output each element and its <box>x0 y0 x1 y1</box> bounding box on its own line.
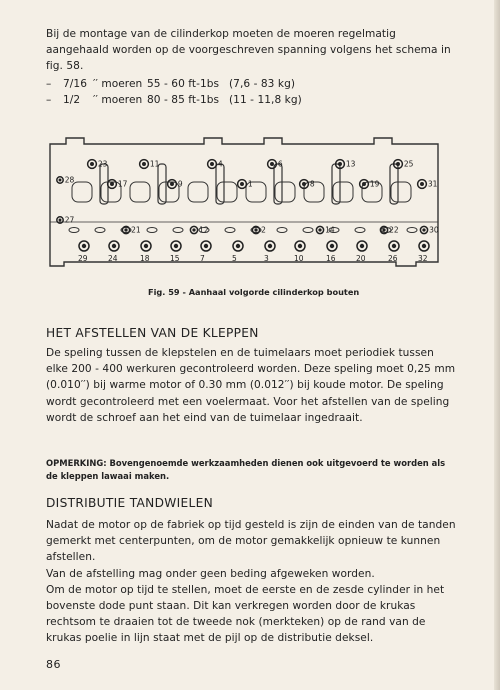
bolt-centre <box>422 244 426 248</box>
bolt-centre <box>192 228 195 231</box>
bolt-centre <box>392 244 396 248</box>
bolt-number-label: 20 <box>356 254 366 263</box>
upper-bolt <box>208 160 217 169</box>
bolt-number-label: 3 <box>264 254 269 263</box>
spec-torque: 80 - 85 ft-1bs <box>147 94 220 107</box>
spec-metric: (7,6 - 83 kg) <box>229 78 296 90</box>
bolt-number-label: 19 <box>369 179 380 189</box>
bolt-centre <box>204 244 208 248</box>
bolt-centre <box>142 162 146 166</box>
bolt-centre <box>124 228 127 231</box>
bolt-centre <box>420 182 424 186</box>
bolt-centre <box>422 228 425 231</box>
lower-bolt <box>389 241 399 251</box>
bolt-centre <box>59 179 62 182</box>
distributie-paragraph-3: Om de motor op tijd te stellen, moet de eerste en de zesde cylinder in het bovenste dode punt staan. Dit kan verkregen worden door de krukas rechtsom te draaien tot de tweede nok (merkteken) op de rand van de krukas poelie in lijn staat met de pijl op de distributie deksel. <box>46 583 445 645</box>
bolt-number-label: 6 <box>277 159 283 169</box>
distributie-paragraph-2: Van de afstelling mag onder geen beding afgeweken worden. <box>46 567 375 580</box>
upper-bolt <box>140 160 149 169</box>
oil-slot <box>69 228 79 233</box>
middle-bolt <box>316 226 323 233</box>
bolt-number-label: 4 <box>217 159 223 169</box>
torque-spec-row <box>46 92 456 108</box>
oil-slot <box>407 228 417 233</box>
distributie-paragraphs <box>46 517 456 647</box>
bolt-number-label: 18 <box>140 254 150 263</box>
bolt-number-label: 10 <box>294 254 304 263</box>
bolt-number-label: 8 <box>309 179 315 189</box>
port-outline <box>275 182 295 202</box>
lower-bolt <box>79 241 89 251</box>
bolt-centre <box>298 244 302 248</box>
bolt-centre <box>110 182 114 186</box>
lower-bolt <box>233 241 243 251</box>
spec-unit: ′′ moeren <box>93 94 143 107</box>
bolt-number-label: 29 <box>78 254 88 263</box>
bolt-number-label: 14 <box>325 225 335 235</box>
lower-bolt <box>295 241 305 251</box>
upper-bolt <box>168 180 177 189</box>
bolt-number-label: 32 <box>418 254 428 263</box>
bolt-number-label: 11 <box>149 159 160 169</box>
bolt-centre <box>236 244 240 248</box>
port-outline <box>188 182 208 202</box>
spec-torque: 55 - 60 ft-1bs <box>147 78 220 90</box>
page-number: 86 <box>46 658 61 671</box>
spec-size: 1/2 <box>63 94 81 107</box>
bolt-number-label: 30 <box>429 225 439 235</box>
intro-paragraph: Bij de montage van de cilinderkop moeten de moeren regelmatig aangehaald worden op de voorgeschreven spanning volgens het schema in fig. 58. <box>46 28 451 73</box>
bolt-centre <box>382 228 385 231</box>
bolt-centre <box>144 244 148 248</box>
cylinder-head-bolt-diagram <box>44 134 444 270</box>
remark-note: OPMERKING: Bovengenoemde werkzaamheden dienen ook uitgevoerd te worden als de kleppen lawaai maken. <box>46 458 446 481</box>
bolt-number-label: 9 <box>177 179 183 189</box>
spec-dash: – <box>46 94 52 107</box>
bolt-centre <box>318 228 321 231</box>
spec-metric: (11 - 11,8 kg) <box>229 94 302 107</box>
spec-dash: – <box>46 78 52 90</box>
edge-bolt <box>57 177 63 183</box>
bolt-centre <box>210 162 214 166</box>
lower-bolt <box>109 241 119 251</box>
port-outline <box>72 182 92 202</box>
upper-bolt <box>238 180 247 189</box>
upper-bolt <box>360 180 369 189</box>
bolt-centre <box>270 162 274 166</box>
port-outline <box>391 182 411 202</box>
upper-bolt <box>108 180 117 189</box>
port-outline <box>333 182 353 202</box>
bolt-centre <box>174 244 178 248</box>
bolt-centre <box>362 182 366 186</box>
kleppen-paragraph: De speling tussen de klepstelen en de tuimelaars moet periodiek tussen elke 200 - 400 werkuren gecontroleerd worden. Deze speling moet 0,25 mm (0.010′′) bij warme motor of 0.30 mm (0.012′′) bij koude motor. De speling wordt gecontroleerd met een voelermaat. Voor het afstellen van de speling wordt de schroef aan het eind van de tuimelaar ingedraait. <box>46 347 456 424</box>
oil-slot <box>173 228 183 233</box>
bolt-number-label: 13 <box>345 159 356 169</box>
bolt-number-label: 26 <box>388 254 398 263</box>
bolt-centre <box>302 182 306 186</box>
oil-slot <box>355 228 365 233</box>
bolt-number-label: 31 <box>427 179 438 189</box>
port-outline <box>217 182 237 202</box>
section-heading-kleppen: HET AFSTELLEN VAN DE KLEPPEN <box>46 326 259 340</box>
bolt-centre <box>59 219 62 222</box>
lower-bolt <box>265 241 275 251</box>
bolt-centre <box>240 182 244 186</box>
oil-slot <box>225 228 235 233</box>
upper-bolt <box>418 180 427 189</box>
bolt-number-label: 28 <box>64 175 75 185</box>
bolt-number-label: 12 <box>199 225 209 235</box>
bolt-number-label: 21 <box>131 225 141 235</box>
bolt-number-label: 17 <box>117 179 128 189</box>
bolt-number-label: 16 <box>326 254 336 263</box>
lower-bolt <box>201 241 211 251</box>
bolt-centre <box>90 162 94 166</box>
bolt-number-label: 15 <box>170 254 180 263</box>
torque-spec-row <box>46 76 456 92</box>
bolt-centre <box>396 162 400 166</box>
bolt-centre <box>112 244 116 248</box>
bolt-number-label: 2 <box>261 225 266 235</box>
torque-spec-list <box>46 76 456 108</box>
bolt-number-label: 22 <box>389 225 399 235</box>
bolt-number-label: 1 <box>247 179 253 189</box>
lower-bolt <box>327 241 337 251</box>
bolt-centre <box>170 182 174 186</box>
bolt-number-label: 27 <box>64 215 75 225</box>
lower-bolt <box>357 241 367 251</box>
lower-bolt <box>171 241 181 251</box>
oil-slot <box>95 228 105 233</box>
section-heading-distributie: DISTRIBUTIE TANDWIELEN <box>46 496 214 510</box>
bolt-number-label: 24 <box>108 254 118 263</box>
bolt-centre <box>254 228 257 231</box>
bolt-number-label: 5 <box>232 254 237 263</box>
bolt-number-label: 23 <box>97 159 108 169</box>
oil-slot <box>147 228 157 233</box>
oil-slot <box>277 228 287 233</box>
port-outline <box>130 182 150 202</box>
distributie-paragraph-1: Nadat de motor op de fabriek op tijd gesteld is zijn de einden van de tanden gemerkt met centerpunten, om de motor gemakkelijk opnieuw te kunnen afstellen. <box>46 519 456 564</box>
upper-bolt <box>88 160 97 169</box>
bolt-centre <box>338 162 342 166</box>
middle-bolt <box>420 226 427 233</box>
bolt-centre <box>360 244 364 248</box>
oil-slot <box>303 228 313 233</box>
bolt-number-label: 7 <box>200 254 205 263</box>
lower-bolt <box>141 241 151 251</box>
bolt-number-label: 25 <box>403 159 414 169</box>
figure-caption: Fig. 59 - Aanhaal volgorde cilinderkop bouten <box>148 287 360 297</box>
bolt-centre <box>268 244 272 248</box>
middle-bolt <box>190 226 197 233</box>
page-edge <box>494 0 500 690</box>
bolt-centre <box>82 244 86 248</box>
lower-bolt <box>419 241 429 251</box>
spec-unit: ′′ moeren <box>93 78 143 90</box>
bolt-centre <box>330 244 334 248</box>
spec-size: 7/16 <box>63 78 87 90</box>
